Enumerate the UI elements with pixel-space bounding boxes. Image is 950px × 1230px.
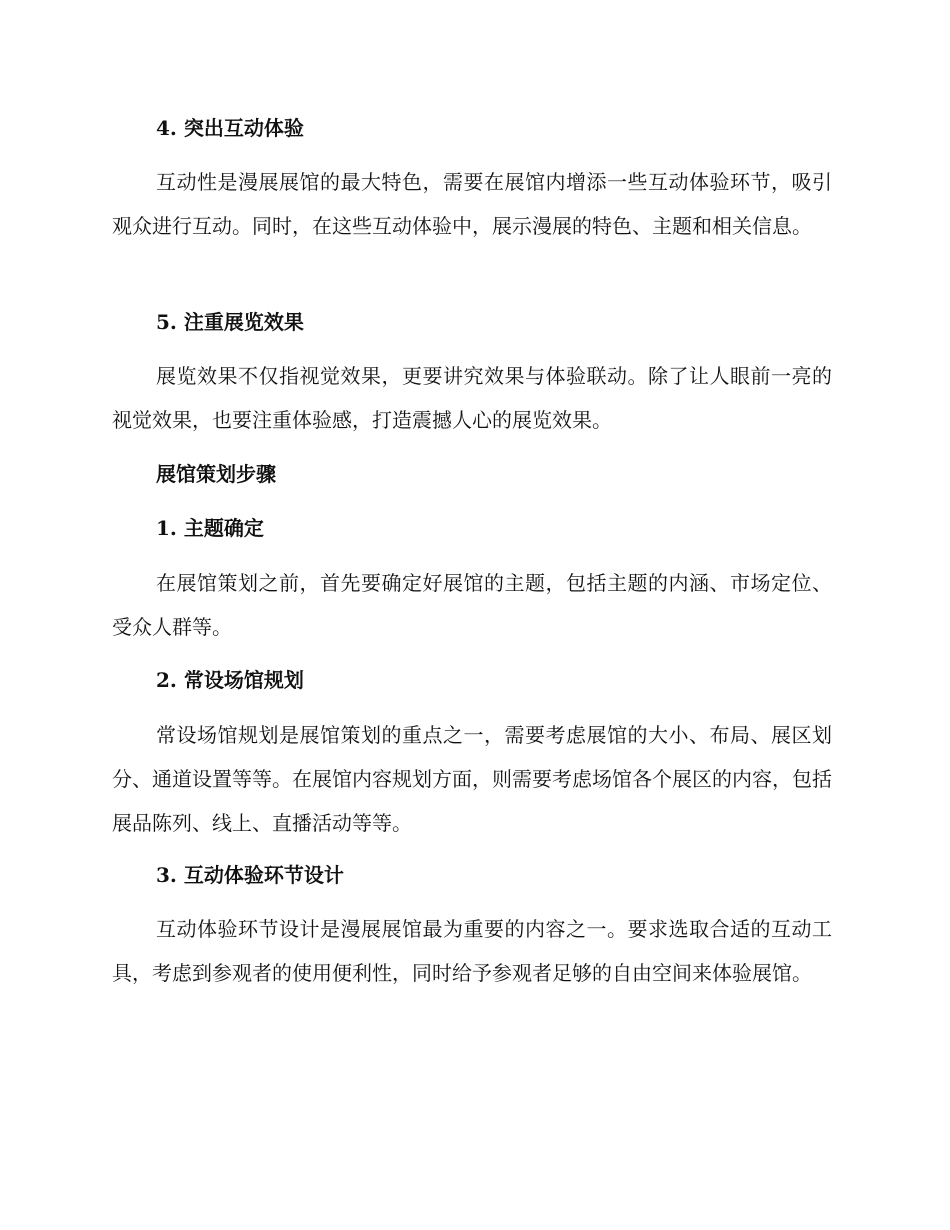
section-heading: 展馆策划步骤: [156, 462, 276, 486]
section-heading: 5. 注重展览效果: [156, 310, 304, 334]
section-heading: 4. 突出互动体验: [156, 116, 304, 140]
section-paragraph: 在展馆策划之前，首先要确定好展馆的主题，包括主题的内涵、市场定位、受众人群等。: [112, 571, 832, 639]
section-paragraph: 展览效果不仅指视觉效果，更要讲究效果与体验联动。除了让人眼前一亮的视觉效果，也要注重体验感，打造震撼人心的展览效果。: [112, 364, 832, 432]
section-paragraph: 互动性是漫展展馆的最大特色，需要在展馆内增添一些互动体验环节，吸引观众进行互动。同时，在这些互动体验中，展示漫展的特色、主题和相关信息。: [112, 170, 832, 238]
section-heading: 3. 互动体验环节设计: [156, 863, 344, 887]
section-paragraph: 常设场馆规划是展馆策划的重点之一，需要考虑展馆的大小、布局、展区划分、通道设置等等。在展馆内容规划方面，则需要考虑场馆各个展区的内容，包括展品陈列、线上、直播活动等等。: [112, 723, 832, 835]
section-heading: 2. 常设场馆规划: [156, 668, 304, 692]
section-paragraph: 互动体验环节设计是漫展展馆最为重要的内容之一。要求选取合适的互动工具，考虑到参观者的使用便利性，同时给予参观者足够的自由空间来体验展馆。: [112, 917, 832, 985]
section-heading: 1. 主题确定: [156, 516, 264, 540]
